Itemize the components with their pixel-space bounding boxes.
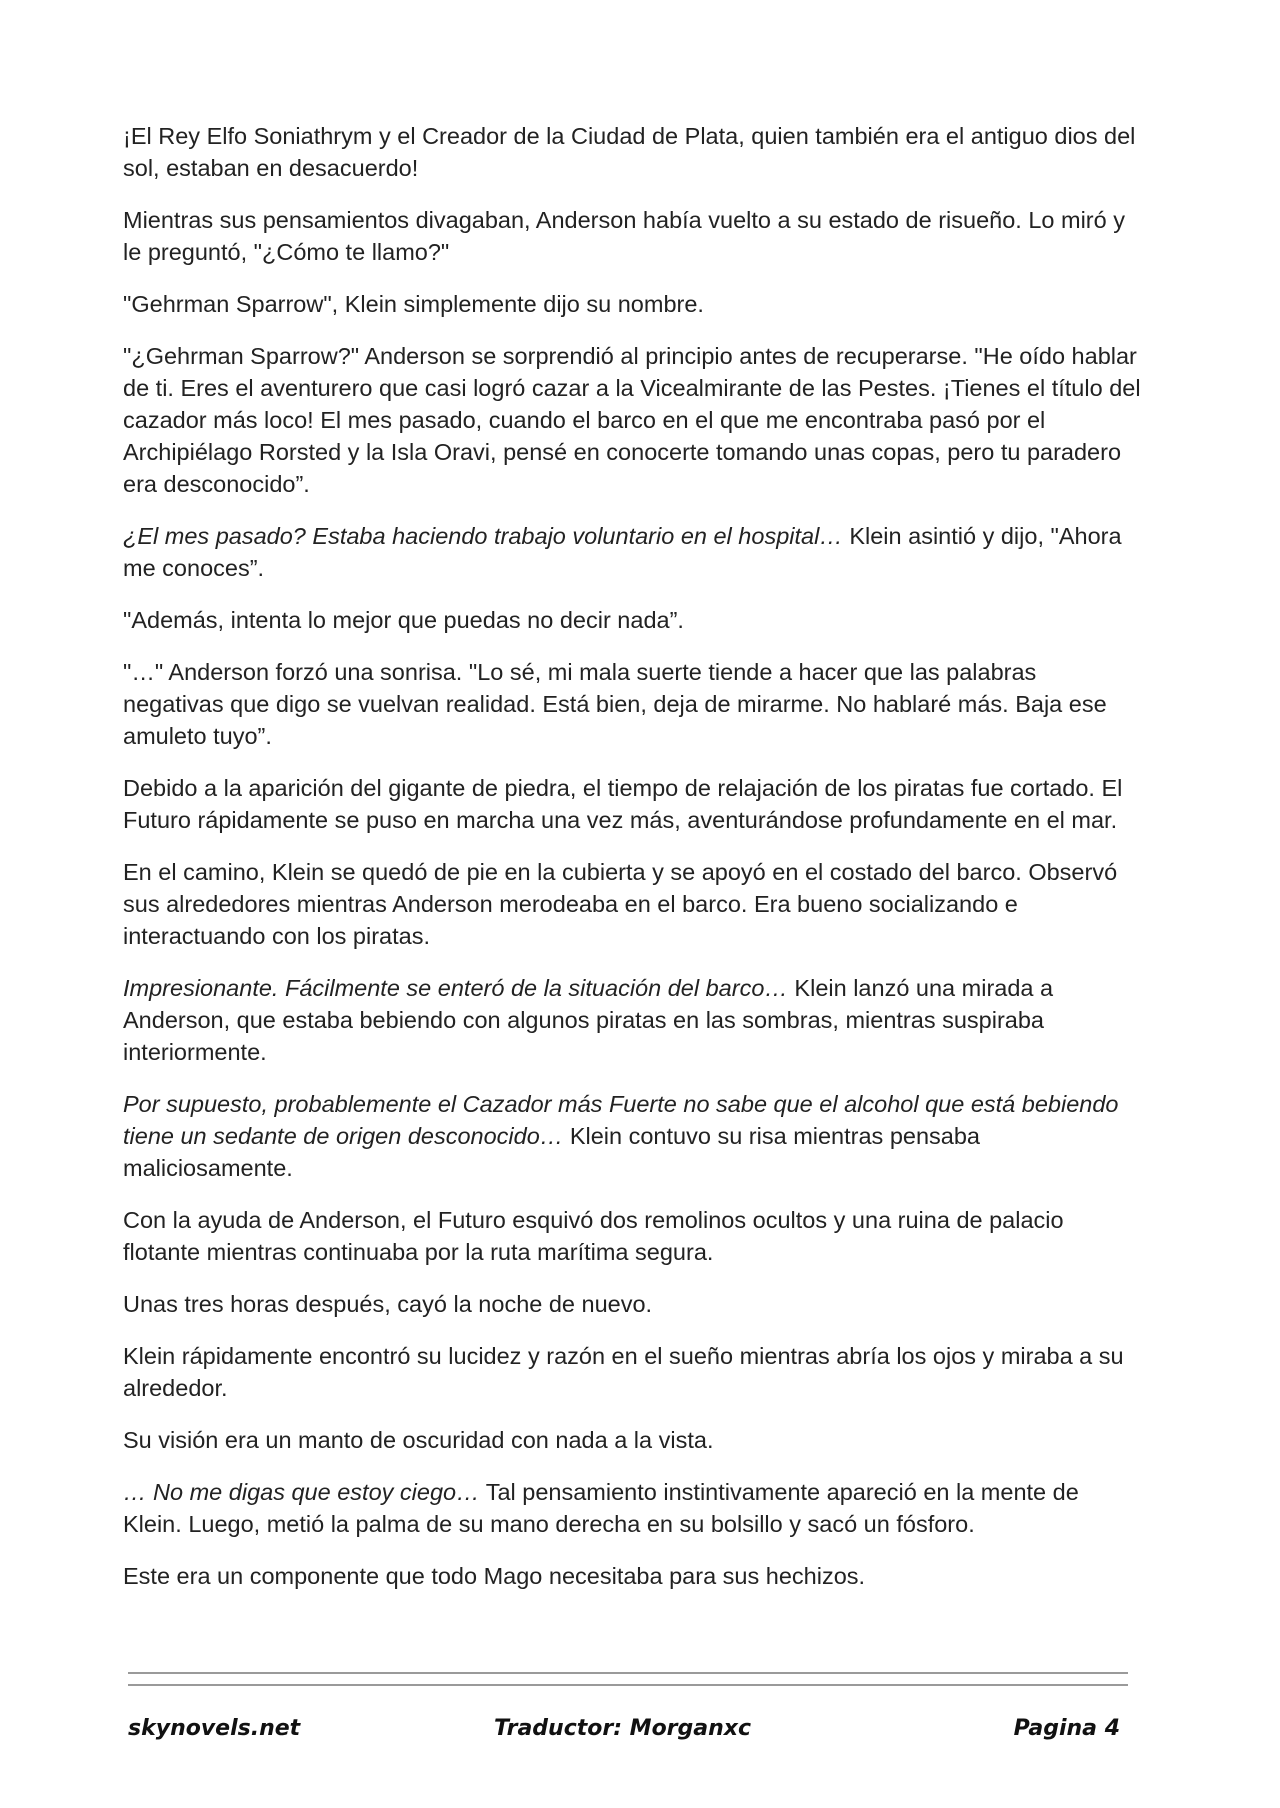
paragraph-text: "Gehrman Sparrow", Klein simplemente dijo su nombre. — [123, 291, 704, 317]
paragraph-text: Su visión era un manto de oscuridad con nada a la vista. — [123, 1427, 714, 1453]
paragraph — [123, 1288, 1143, 1320]
paragraph-text: Con la ayuda de Anderson, el Futuro esquivó dos remolinos ocultos y una ruina de palacio flotante mientras continuaba por la ruta marítima segura. — [123, 1207, 1064, 1265]
paragraph — [123, 120, 1143, 184]
footer-divider-top — [128, 1672, 1128, 1674]
paragraph — [123, 856, 1143, 952]
paragraph — [123, 288, 1143, 320]
footer-page-number: Pagina 4 — [1013, 1716, 1120, 1741]
paragraph — [123, 204, 1143, 268]
italic-thought-text: ¿El mes pasado? Estaba haciendo trabajo voluntario en el hospital… — [123, 523, 843, 549]
paragraph-text: Debido a la aparición del gigante de piedra, el tiempo de relajación de los piratas fue cortado. El Futuro rápidamente se puso en marcha una vez más, aventurándose profundamente en el mar. — [123, 775, 1123, 833]
paragraph — [123, 1340, 1143, 1404]
paragraph — [123, 1088, 1143, 1184]
italic-thought-text: Impresionante. Fácilmente se enteró de la situación del barco… — [123, 975, 788, 1001]
paragraph — [123, 1560, 1143, 1592]
paragraph-text: "¿Gehrman Sparrow?" Anderson se sorprendió al principio antes de recuperarse. "He oído hablar de ti. Eres el aventurero que casi logró cazar a la Vicealmirante de las Pestes. ¡Tienes el título del cazador más loco! El mes pasado, cuando el barco en el que me encontraba pasó por el Archipiélago Rorsted y la Isla Oravi, pensé en conocerte tomando unas copas, pero tu paradero era desconocido”. — [123, 343, 1141, 497]
paragraph-text: Klein contuvo su risa mientras pensaba maliciosamente. — [123, 1123, 980, 1181]
paragraph-text: Unas tres horas después, cayó la noche de nuevo. — [123, 1291, 653, 1317]
footer-site: skynovels.net — [128, 1716, 301, 1741]
paragraph-text: "Además, intenta lo mejor que puedas no decir nada”. — [123, 607, 684, 633]
italic-thought-text: … No me digas que estoy ciego… — [123, 1479, 480, 1505]
paragraph — [123, 1476, 1143, 1540]
paragraph-text: Mientras sus pensamientos divagaban, Anderson había vuelto a su estado de risueño. Lo miró y le preguntó, "¿Cómo te llamo?" — [123, 207, 1125, 265]
paragraph — [123, 520, 1143, 584]
paragraph — [123, 340, 1143, 500]
paragraph-text: "…" Anderson forzó una sonrisa. "Lo sé, mi mala suerte tiende a hacer que las palabras negativas que digo se vuelvan realidad. Está bien, deja de mirarme. No hablaré más. Baja ese amuleto tuyo”. — [123, 659, 1107, 749]
paragraph — [123, 1424, 1143, 1456]
paragraph-text: Este era un componente que todo Mago necesitaba para sus hechizos. — [123, 1563, 866, 1589]
footer-divider-bottom — [128, 1684, 1128, 1686]
paragraph-text: Klein lanzó una mirada a Anderson, que estaba bebiendo con algunos piratas en las sombras, mientras suspiraba interiormente. — [123, 975, 1054, 1065]
italic-thought-text: Por supuesto, probablemente el Cazador más Fuerte no sabe que el alcohol que está bebiendo tiene un sedante de origen desconocido… — [123, 1091, 1119, 1149]
paragraph-text: En el camino, Klein se quedó de pie en la cubierta y se apoyó en el costado del barco. Observó sus alrededores mientras Anderson merodeaba en el barco. Era bueno socializando e interactuando con los piratas. — [123, 859, 1118, 949]
paragraph — [123, 604, 1143, 636]
paragraph-text: Tal pensamiento instintivamente apareció en la mente de Klein. Luego, metió la palma de su mano derecha en su bolsillo y sacó un fósforo. — [123, 1479, 1079, 1537]
paragraph — [123, 656, 1143, 752]
body-text — [123, 120, 1143, 1612]
paragraph-text: Klein asintió y dijo, "Ahora me conoces”. — [123, 523, 1122, 581]
paragraph-text: ¡El Rey Elfo Soniathrym y el Creador de la Ciudad de Plata, quien también era el antiguo dios del sol, estaban en desacuerdo! — [123, 123, 1136, 181]
paragraph-text: Klein rápidamente encontró su lucidez y razón en el sueño mientras abría los ojos y miraba a su alrededor. — [123, 1343, 1124, 1401]
footer-translator: Traductor: Morganxc — [494, 1716, 752, 1741]
paragraph — [123, 972, 1143, 1068]
paragraph — [123, 772, 1143, 836]
paragraph — [123, 1204, 1143, 1268]
